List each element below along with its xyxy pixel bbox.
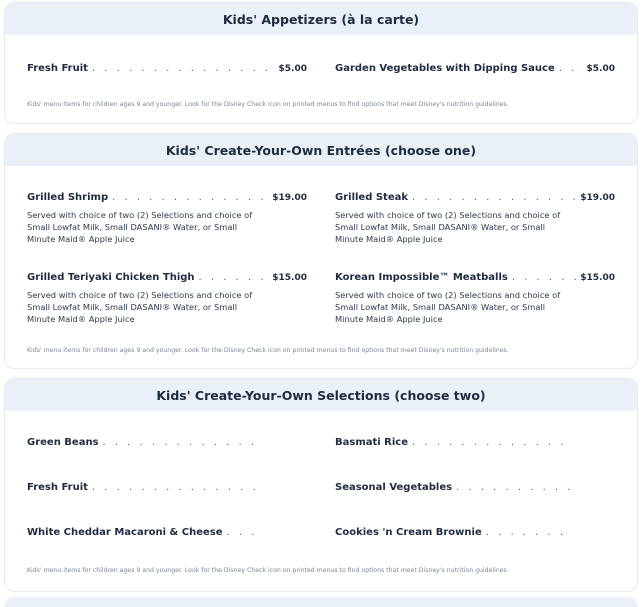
- item-name: Korean Impossible™ Meatballs: [335, 272, 508, 283]
- dot-leader: [112, 192, 268, 203]
- item-description: Served with choice of two (2) Selections and choice of Small Lowfat Milk, Small DASANI® Water, or Small Minute Maid® Apple Juice: [27, 210, 253, 244]
- menu-item-korean-meatballs[interactable]: [335, 272, 615, 325]
- menu-item-basmati-rice[interactable]: [335, 437, 575, 448]
- item-price: $5.00: [586, 64, 615, 74]
- nutrition-note: Kids' menu items for children ages 9 and younger. Look for the Disney Check icon on printed menus to find options that meet Disney's nutrition guidelines.: [27, 347, 509, 354]
- dot-leader: [486, 527, 571, 538]
- item-name: Cookies 'n Cream Brownie: [335, 527, 482, 538]
- menu-item-fresh-fruit[interactable]: [27, 63, 307, 74]
- selections-section: [4, 378, 638, 592]
- item-name: Garden Vegetables with Dipping Sauce: [335, 63, 555, 74]
- dot-leader: [412, 437, 571, 448]
- item-price: $19.00: [272, 193, 307, 203]
- item-name: Seasonal Vegetables: [335, 482, 453, 493]
- dot-leader: [412, 192, 576, 203]
- dot-leader: [227, 527, 263, 538]
- appetizers-section: [4, 2, 638, 124]
- item-description: Served with choice of two (2) Selections and choice of Small Lowfat Milk, Small DASANI® Water, or Small Minute Maid® Apple Juice: [335, 210, 561, 244]
- item-name: Fresh Fruit: [27, 482, 88, 493]
- item-name: Grilled Shrimp: [27, 192, 109, 203]
- nutrition-note: Kids' menu items for children ages 9 and younger. Look for the Disney Check icon on printed menus to find options that meet Disney's nutrition guidelines.: [27, 567, 509, 574]
- nutrition-note: Kids' menu items for children ages 9 and younger. Look for the Disney Check icon on printed menus to find options that meet Disney's nutrition guidelines.: [27, 101, 509, 108]
- item-price: $15.00: [272, 273, 307, 283]
- menu-item-teriyaki-chicken[interactable]: [27, 272, 307, 325]
- item-name: White Cheddar Macaroni & Cheese: [27, 527, 223, 538]
- item-name: Basmati Rice: [335, 437, 409, 448]
- menu-item-grilled-shrimp[interactable]: [27, 192, 307, 245]
- entrees-title: Kids' Create-Your-Own Entrées (choose one): [5, 134, 637, 166]
- item-price: $5.00: [278, 64, 307, 74]
- dot-leader: [92, 63, 275, 74]
- dot-leader: [92, 482, 263, 493]
- menu-item-seasonal-vegetables[interactable]: [335, 482, 575, 493]
- item-name: Fresh Fruit: [27, 63, 88, 74]
- menu-item-green-beans[interactable]: [27, 437, 267, 448]
- menu-item-garden-vegetables[interactable]: [335, 63, 615, 74]
- menu-item-mac-and-cheese[interactable]: [27, 527, 267, 538]
- item-price: $19.00: [580, 193, 615, 203]
- item-description: Served with choice of two (2) Selections and choice of Small Lowfat Milk, Small DASANI® Water, or Small Minute Maid® Apple Juice: [335, 290, 561, 324]
- appetizers-title: Kids' Appetizers (à la carte): [5, 3, 637, 35]
- item-price: $15.00: [580, 273, 615, 283]
- entrees-section: [4, 133, 638, 369]
- selections-title: Kids' Create-Your-Own Selections (choose two): [5, 379, 637, 411]
- dot-leader: [199, 272, 269, 283]
- dot-leader: [103, 437, 263, 448]
- menu-item-fresh-fruit-selection[interactable]: [27, 482, 267, 493]
- item-name: Grilled Steak: [335, 192, 409, 203]
- dot-leader: [559, 63, 583, 74]
- item-name: Green Beans: [27, 437, 99, 448]
- dot-leader: [456, 482, 571, 493]
- item-name: Grilled Teriyaki Chicken Thigh: [27, 272, 195, 283]
- menu-item-brownie[interactable]: [335, 527, 575, 538]
- item-description: Served with choice of two (2) Selections and choice of Small Lowfat Milk, Small DASANI® Water, or Small Minute Maid® Apple Juice: [27, 290, 253, 324]
- next-section-edge: [4, 597, 638, 607]
- menu-item-grilled-steak[interactable]: [335, 192, 615, 245]
- dot-leader: [512, 272, 576, 283]
